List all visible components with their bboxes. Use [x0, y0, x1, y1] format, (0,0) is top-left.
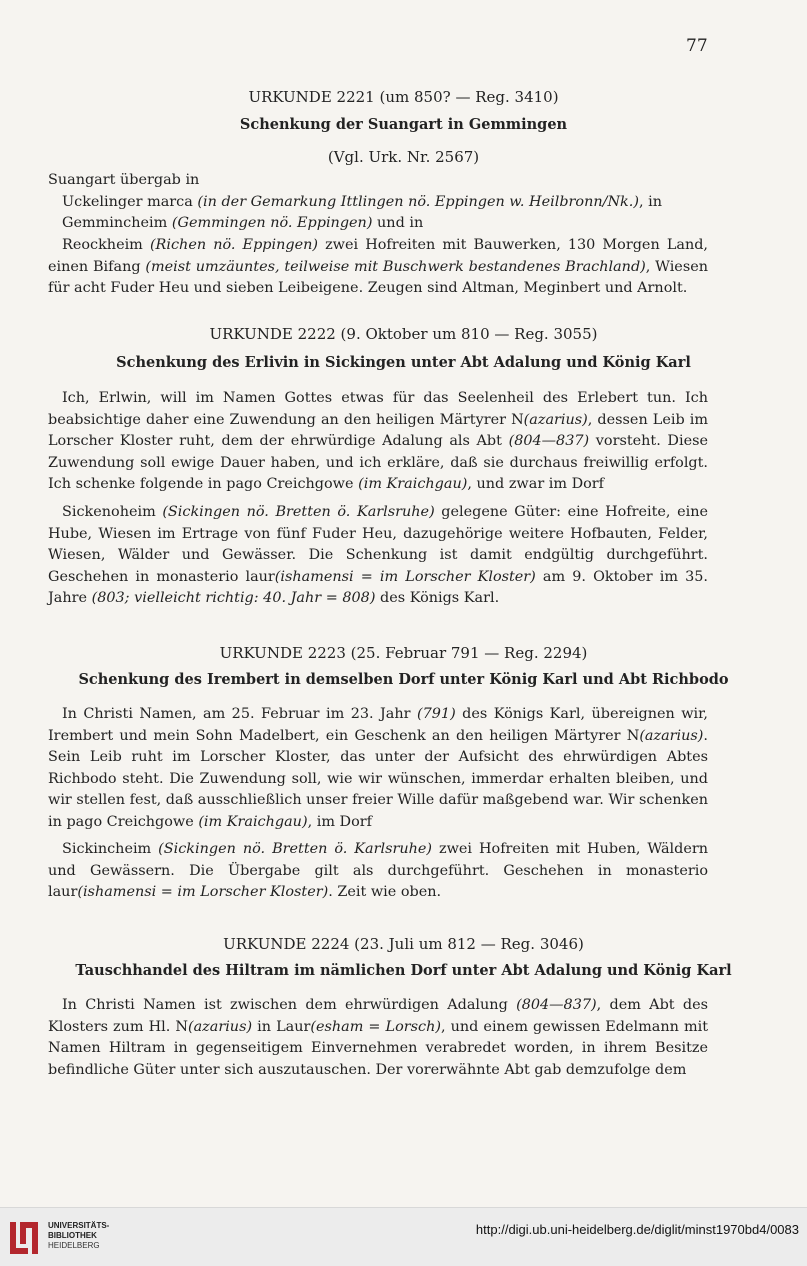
urkunde-2222-paragraph-1: Ich, Erlwin, will im Namen Gottes etwas für das Seelenheil des Erlebert tun. Ich beabsichtige daher eine Zuwendung an den heiligen Märtyrer N(azarius), dessen Leib im Lorscher Kloster ruht, dem der ehrwürdige Adalung als Abt (804—837) vorsteht. Diese Zuwendung soll ewige Dauer haben, und ich erkläre, daß sie durchaus freiwillig erfolgt. Ich schenke folgende in pago Creichgowe (im Kraichgau), und zwar im Dorf: [48, 390, 709, 493]
urkunde-2224-title: Tauschhandel des Hiltram im nämlichen Dorf unter Abt Adalung und König Karl: [75, 962, 732, 979]
viewer-footer: [0, 1207, 807, 1266]
urkunde-2221-paragraph: Reockheim (Richen nö. Eppingen) zwei Hofreiten mit Bauwerken, 130 Morgen Land, einen Bifang (meist umzäuntes, teilweise mit Buschwerk bestandenes Brachland), Wiesen für acht Fuder Heu und sieben Leibeigene. Zeugen sind Altman, Meginbert und Arnolt.: [48, 237, 709, 297]
library-name: UNIVERSITÄTS- BIBLIOTHEK HEIDELBERG: [48, 1221, 110, 1250]
urkunde-2224-heading: URKUNDE 2224 (23. Juli um 812 — Reg. 3046): [223, 935, 584, 953]
urkunde-2224-paragraph: In Christi Namen ist zwischen dem ehrwürdigen Adalung (804—837), dem Abt des Klosters zum Hl. N(azarius) in Laur(esham = Lorsch), und einem gewissen Edelmann mit Namen Hiltram in gegenseitigem Einvernehmen verabredet worden, in ihrem Besitze befindliche Güter unter sich auszutauschen. Der vorerwähnte Abt gab demzufolge dem: [48, 997, 708, 1078]
urkunde-2221-line2: Uckelinger marca (in der Gemarkung Ittlingen nö. Eppingen w. Heilbronn/Nk.), in: [62, 194, 662, 210]
urkunde-2222-heading: URKUNDE 2222 (9. Oktober um 810 — Reg. 3055): [209, 325, 598, 343]
urkunde-2221-line3: Gemmincheim (Gemmingen nö. Eppingen) und in: [62, 215, 424, 231]
document-url-link[interactable]: http://digi.ub.uni-heidelberg.de/diglit/minst1970bd4/0083: [475, 1222, 799, 1237]
urkunde-2221-title: Schenkung der Suangart in Gemmingen: [239, 116, 568, 133]
urkunde-2222-paragraph-2: Sickenoheim (Sickingen nö. Bretten ö. Karlsruhe) gelegene Güter: eine Hofreite, eine Hube, Wiesen im Ertrage von fünf Fuder Heu, dazugehörige weitere Hofbauten, Felder, Wiesen, Wälder und Gewässer. Die Schenkung ist damit endgültig durchgeführt. Geschehen in monasterio laur(ishamensi = im Lorscher Kloster) am 9. Oktober im 35. Jahre (803; vielleicht richtig: 40. Jahr = 808) des Königs Karl.: [48, 504, 708, 607]
university-library-logo-icon: [6, 1216, 44, 1260]
urkunde-2223-heading: URKUNDE 2223 (25. Februar 791 — Reg. 2294): [219, 644, 588, 662]
page-number: 77: [686, 36, 708, 56]
urkunde-2222-title: Schenkung des Erlivin in Sickingen unter Abt Adalung und König Karl: [116, 354, 691, 371]
urkunde-2221-note: (Vgl. Urk. Nr. 2567): [327, 148, 480, 166]
urkunde-2223-title: Schenkung des Irembert in demselben Dorf unter König Karl und Abt Richbodo: [78, 671, 729, 688]
urkunde-2221-heading: URKUNDE 2221 (um 850? — Reg. 3410): [248, 88, 559, 106]
urkunde-2223-paragraph-1: In Christi Namen, am 25. Februar im 23. Jahr (791) des Königs Karl, übereignen wir, Irembert und mein Sohn Madelbert, ein Geschenk an den heiligen Märtyrer N(azarius). Sein Leib ruht im Lorscher Kloster, das unter der Aufsicht des ehrwürdigen Abtes Richbodo steht. Die Zuwendung soll, wie wir wünschen, immerdar erhalten bleiben, und wir stellen fest, daß ausschließlich unser freier Wille dafür maßgebend war. Wir schenken in pago Creichgowe (im Kraichgau), im Dorf: [48, 706, 709, 830]
urkunde-2221-line1: Suangart übergab in: [48, 172, 200, 188]
urkunde-2223-paragraph-2: Sickincheim (Sickingen nö. Bretten ö. Karlsruhe) zwei Hofreiten mit Huben, Wäldern und Gewässern. Die Übergabe gilt als durchgeführt. Geschehen in monasterio laur(ishamensi = im Lorscher Kloster). Zeit wie oben.: [48, 841, 708, 901]
